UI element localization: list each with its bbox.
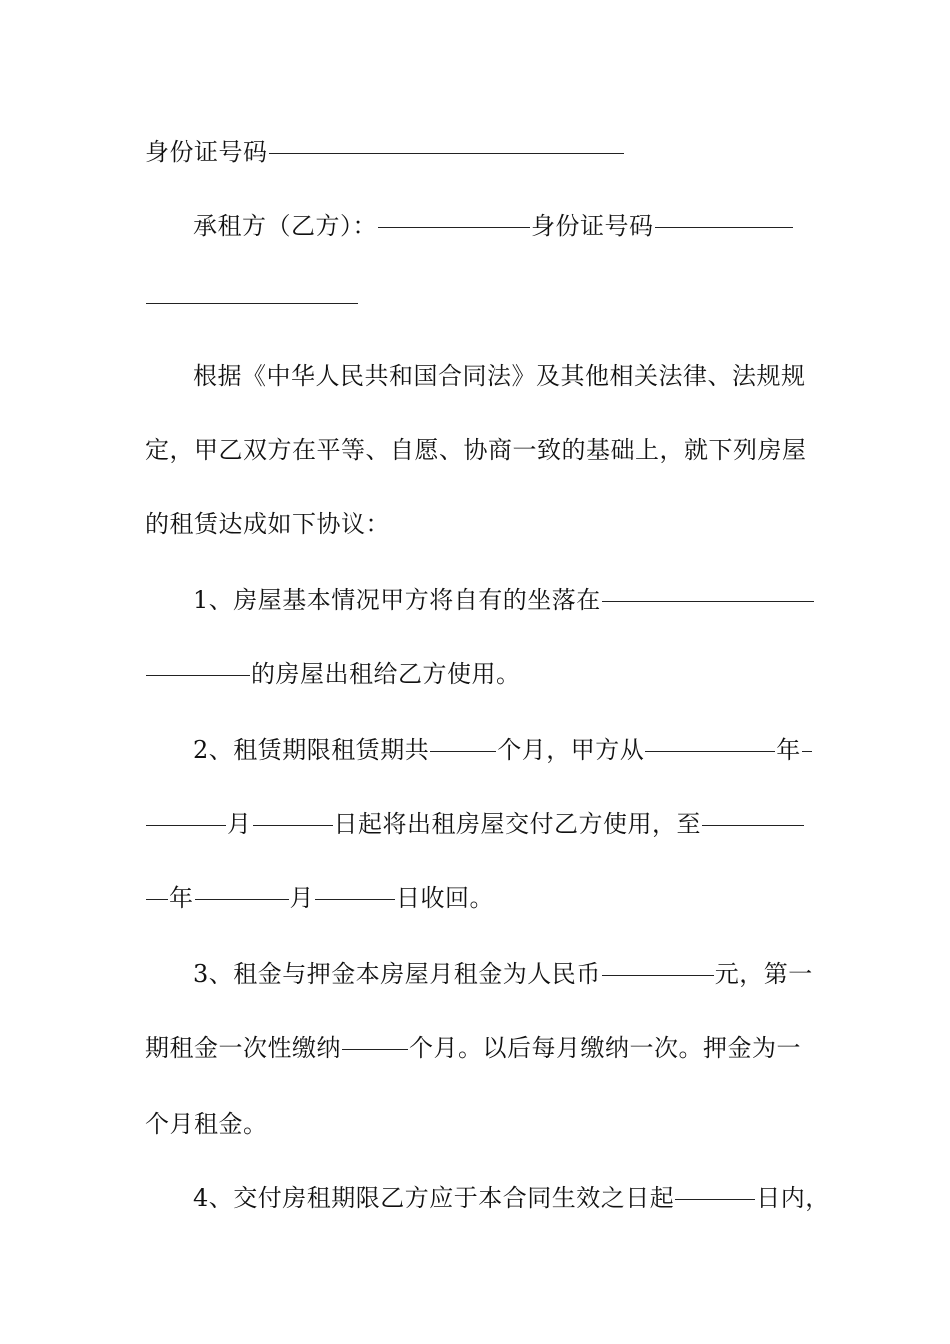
id-number-continuation-line: [145, 282, 810, 322]
clause-3-line: [193, 954, 813, 994]
text-segment: 承租方（乙方）：: [193, 212, 377, 240]
fill-in-blank[interactable]: [146, 824, 226, 826]
paragraph-line: [145, 504, 810, 544]
fill-in-blank[interactable]: [146, 674, 250, 676]
text-segment: 身份证号码: [145, 138, 268, 166]
text-segment: 4、交付房租期限乙方应于本合同生效之日起: [193, 1184, 675, 1212]
fill-in-blank[interactable]: [253, 824, 333, 826]
clause-1-line: [145, 654, 810, 694]
fill-in-blank[interactable]: [602, 974, 714, 976]
paragraph-line: [193, 356, 810, 396]
text-segment: 定，甲乙双方在平等、自愿、协商一致的基础上，就下列房屋: [145, 436, 807, 464]
fill-in-blank[interactable]: [802, 750, 812, 752]
id-number-line-lessor: [145, 132, 810, 172]
text-segment: 年: [169, 884, 194, 912]
fill-in-blank[interactable]: [269, 152, 624, 154]
text-segment: 身份证号码: [531, 212, 654, 240]
fill-in-blank[interactable]: [655, 226, 793, 228]
clause-3-line: [145, 1028, 810, 1068]
text-segment: 的租赁达成如下协议：: [145, 510, 390, 538]
fill-in-blank[interactable]: [315, 898, 395, 900]
clause-2-line: [145, 804, 810, 844]
fill-in-blank[interactable]: [195, 898, 289, 900]
text-segment: 年: [776, 736, 801, 764]
paragraph-line: [145, 430, 810, 470]
fill-in-blank[interactable]: [342, 1048, 408, 1050]
text-segment: 个月租金。: [145, 1110, 268, 1138]
lessee-line: [193, 206, 810, 246]
clause-3-line: [145, 1104, 810, 1144]
fill-in-blank[interactable]: [702, 824, 804, 826]
clause-2-line: [145, 878, 810, 918]
text-segment: 日内，: [756, 1184, 830, 1212]
text-segment: 月: [289, 884, 314, 912]
text-segment: 期租金一次性缴纳: [145, 1034, 341, 1062]
fill-in-blank[interactable]: [430, 750, 496, 752]
text-segment: 2、租赁期限租赁期共: [193, 736, 430, 764]
clause-1-line: [193, 580, 810, 620]
text-segment: 元，第一: [714, 960, 813, 988]
fill-in-blank[interactable]: [378, 226, 530, 228]
clause-4-line: [193, 1178, 830, 1218]
fill-in-blank[interactable]: [675, 1198, 755, 1200]
text-segment: 的房屋出租给乙方使用。: [251, 660, 521, 688]
text-segment: 个月，甲方从: [497, 736, 645, 764]
text-segment: 日收回。: [396, 884, 494, 912]
fill-in-blank[interactable]: [146, 302, 358, 304]
text-segment: 月: [227, 810, 252, 838]
text-segment: 3、租金与押金本房屋月租金为人民币: [193, 960, 601, 988]
fill-in-blank[interactable]: [645, 750, 775, 752]
clause-2-line: [193, 730, 810, 770]
text-segment: 1、房屋基本情况甲方将自有的坐落在: [193, 586, 601, 614]
fill-in-blank[interactable]: [146, 898, 168, 900]
text-segment: 个月。以后每月缴纳一次。押金为一: [409, 1034, 801, 1062]
text-segment: 日起将出租房屋交付乙方使用，至: [333, 810, 701, 838]
text-segment: 根据《中华人民共和国合同法》及其他相关法律、法规规: [193, 362, 806, 390]
fill-in-blank[interactable]: [602, 600, 814, 602]
